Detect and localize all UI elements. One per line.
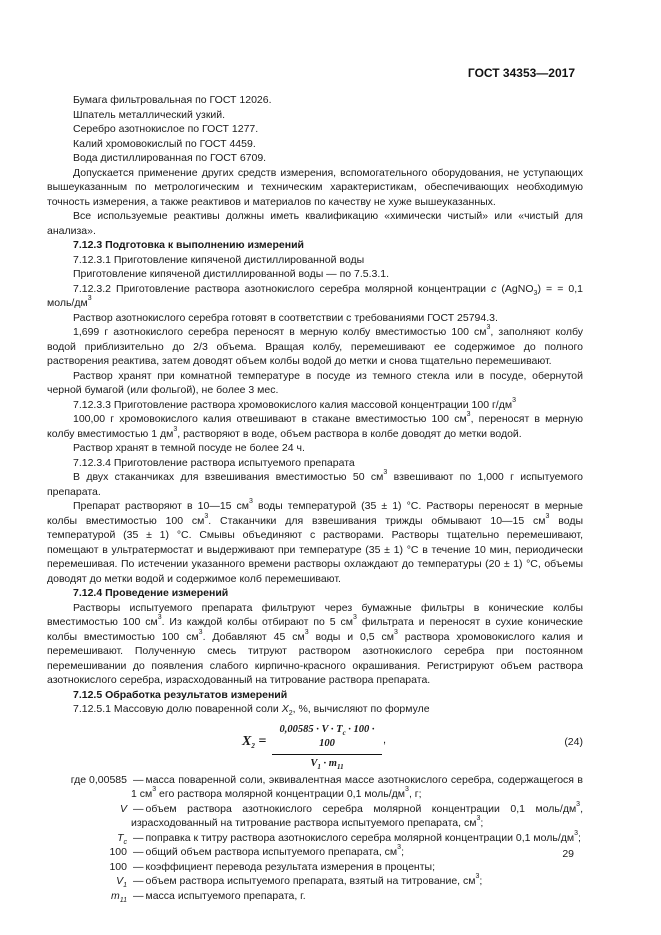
text: воды температурой (35 ± 1) °С. Смывы объединяют с растворами. Растворы тщательно перемешивают, помещают в ультратермостат и выдерживают при температуре (35 ± 1) °С в течение 10 мин, периодически перемешивая. По истечении указанного времени растворы охлаждают до температуры (20 ± 1) °С, объемы доводят до метки водой и содержимое колб перемешивают. — [47, 514, 583, 585]
superscript: 3 — [198, 628, 203, 636]
definition-text — [127, 845, 583, 860]
text: m — [110, 889, 120, 902]
definition-row — [47, 845, 583, 860]
definition-row — [47, 831, 583, 846]
paragraph: Раствор хранят при комнатной температуре в посуде из темного стекла или в посуде, обернутой черной бумагой (или фольгой), не более 3 мес. — [47, 369, 583, 396]
text: 7.12.3.2 Приготовление раствора азотнокислого серебра молярной концентрации — [73, 282, 492, 295]
text: ) = = 0,1 моль/дм — [47, 282, 584, 309]
formula-comma: , — [383, 733, 387, 746]
definition-text — [127, 831, 583, 846]
definition-term — [47, 831, 127, 846]
definition-text — [127, 773, 583, 802]
paragraph: Приготовление кипяченой дистиллированной воды — по 7.5.3.1. — [73, 268, 390, 280]
paragraph: Раствор азотнокислого серебра готовят в соответствии с требованиями ГОСТ 25794.3. — [73, 311, 498, 324]
definition-text — [127, 802, 583, 831]
definition-term: 100 — [109, 846, 127, 858]
definition-term — [18, 773, 127, 788]
subscript: 2 — [251, 742, 255, 751]
text: , г; — [408, 788, 422, 800]
superscript: 3 — [157, 614, 162, 622]
text: Препарат растворяют в 10—15 см — [73, 500, 250, 512]
superscript: 3 — [545, 512, 550, 520]
paragraph — [47, 499, 583, 586]
text: , %, вычисляют по формуле — [292, 703, 430, 715]
superscript: 3 — [383, 469, 388, 477]
dash: — — [133, 773, 144, 786]
equipment-item: Бумага фильтровальная по ГОСТ 12026. — [73, 94, 272, 106]
variable-definitions — [47, 773, 583, 904]
paragraph — [47, 702, 583, 717]
superscript: 3 — [152, 786, 157, 794]
definition-text — [127, 860, 583, 875]
superscript: 3 — [304, 628, 309, 636]
formula-numerator — [272, 723, 382, 755]
text: V — [116, 875, 124, 887]
document-body — [47, 93, 583, 903]
text: X — [242, 733, 252, 749]
definition-text — [127, 889, 583, 904]
text: воды температурой (35 ± 1) °С. Растворы переносят в мерные колбы вместимостью 100 см — [47, 500, 583, 527]
formula-fraction — [272, 723, 382, 772]
text: объем раствора испытуемого препарата, взятый на титрование, см — [145, 875, 476, 887]
text: ; — [578, 831, 581, 844]
paragraph — [47, 470, 583, 499]
text: общий объем раствора испытуемого препарата, см — [145, 846, 398, 858]
subsection-title — [47, 282, 583, 311]
text: Растворы испытуемого препарата фильтруют через бумажные фильтры в конические колбы вместимостью 100 см — [47, 601, 583, 628]
subscript: 2 — [288, 710, 293, 718]
text: . Добавляют 45 см — [202, 630, 305, 643]
formula-denominator — [272, 755, 382, 772]
text: взвешивают по 1,000 г испытуемого препарата. — [47, 471, 584, 498]
text: ; — [401, 846, 404, 858]
subscript: c — [342, 728, 346, 737]
dash: — — [133, 831, 144, 844]
definition-row — [47, 860, 583, 875]
text: масса испытуемого препарата, г. — [145, 889, 306, 902]
paragraph: Все используемые реактивы должны иметь квалификацию «химически чистый» или «чистый для анализа». — [47, 210, 583, 237]
text: объем раствора азотнокислого серебра молярной концентрации 0,1 моль/дм — [145, 802, 577, 815]
text: 7.12.3.3 Приготовление раствора хромовокислого калия массовой концентрации 100 г/дм — [73, 398, 513, 411]
text: X — [281, 703, 289, 715]
text: В двух стаканчиках для взвешивания вместимостью 50 см — [73, 471, 384, 483]
text: 7.12.5.1 Массовую долю поваренной соли — [73, 703, 282, 715]
dash: — — [133, 802, 144, 815]
paragraph — [47, 412, 583, 441]
equation-number: (24) — [564, 735, 583, 748]
text: T — [117, 831, 124, 844]
text: ; — [479, 875, 483, 887]
paragraph: Допускается применение других средств измерения, вспомогательного оборудования, не уступающих вышеуказанным по метрологическим и техническим характеристикам, обеспечивающих необходимую точность измерения, а также реактивов и материалов по качеству не хуже вышеуказанных. — [47, 166, 583, 208]
section-heading: 7.12.5 Обработка результатов измерений — [73, 688, 288, 701]
text: · m — [320, 757, 337, 769]
text: , заполняют колбу водой приблизительно до 2/3 объема. Вращая колбу, перемешивают ее содержимое до полного растворения реактива, затем доводят объем колбы водой до метки и снова тщательно перемешивают. — [47, 326, 583, 367]
superscript: 3 — [512, 396, 516, 404]
dash: — — [133, 860, 144, 873]
text: 0,00585 — [89, 773, 127, 786]
equipment-item: Серебро азотнокислое по ГОСТ 1277. — [73, 123, 259, 135]
text: раствора хромовокислого калия и перемешивают. Полученную смесь титруют раствором азотнокислого серебра при постоянном перемешивании до появления слабого кирпично-красного окрашивания. Регистрируют объем раствора азотнокислого серебра, израсходованный на титрование раствора препарата. — [47, 630, 584, 686]
subscript: 3 — [533, 289, 538, 297]
equipment-item: Вода дистиллированная по ГОСТ 6709. — [73, 152, 267, 164]
text: . Стаканчики для взвешивания трижды обмывают 10—15 см — [208, 514, 546, 527]
text: , переносят в мерную колбу вместимостью 1 дм — [47, 413, 583, 440]
text: масса поваренной соли, эквивалентная массе азотнокислого серебра, содержащегося в 1 см — [131, 773, 583, 800]
text: · 100 · 100 — [319, 723, 375, 749]
paragraph — [47, 601, 583, 688]
text: = — [254, 733, 267, 749]
paragraph: Раствор хранят в темной посуде не более 24 ч. — [73, 442, 305, 454]
section-heading: 7.12.3 Подготовка к выполнению измерений — [73, 239, 305, 251]
text: ; — [480, 817, 484, 829]
subscript: 11 — [119, 896, 127, 904]
text: (AgNO — [496, 282, 534, 295]
text: фильтрата и переносят в сухие конические колбы вместимостью 100 см — [47, 616, 583, 643]
page-header: ГОСТ 34353—2017 — [467, 66, 575, 80]
equipment-item: Калий хромовокислый по ГОСТ 4459. — [73, 137, 256, 150]
superscript: 3 — [249, 498, 253, 506]
formula-24 — [47, 723, 583, 769]
definition-row — [18, 773, 583, 802]
superscript: 3 — [574, 829, 578, 837]
superscript: 3 — [87, 295, 92, 303]
text: , израсходованный на титрование раствора испытуемого препарата, см — [131, 802, 583, 829]
text: коэффициент перевода результата измерения в проценты; — [145, 860, 435, 873]
text: 1,699 г азотнокислого серебра переносят в мерную колбу вместимостью 100 см — [73, 326, 487, 338]
section-heading: 7.12.4 Проведение измерений — [73, 587, 229, 599]
text: V — [310, 757, 318, 769]
text: поправка к титру раствора азотнокислого серебра молярной концентрации 0,1 моль/дм — [145, 831, 575, 844]
text: его раствора молярной концентрации 0,1 моль/дм — [156, 788, 406, 800]
subscript: 1 — [317, 762, 321, 771]
subsection-title: 7.12.3.1 Приготовление кипяченой дистиллированной воды — [73, 253, 365, 266]
text: 100,00 г хромовокислого калия отвешивают в стакане вместимостью 100 см — [73, 413, 467, 425]
definition-term: 100 — [109, 860, 127, 873]
subscript: 1 — [123, 882, 127, 890]
page-number: 29 — [562, 848, 574, 860]
superscript: 3 — [476, 815, 481, 823]
subscript: c — [123, 838, 127, 846]
superscript: 3 — [353, 614, 357, 622]
equipment-item: Шпатель металлический узкий. — [73, 108, 226, 121]
subsection-title: 7.12.3.4 Приготовление раствора испытуемого препарата — [73, 456, 355, 469]
definition-term — [47, 889, 127, 904]
superscript: 3 — [397, 844, 402, 852]
definition-term: V — [119, 802, 127, 815]
paragraph — [47, 325, 583, 369]
superscript: 3 — [173, 425, 178, 433]
superscript: 3 — [576, 800, 581, 808]
subsection-title — [47, 398, 583, 413]
dash: — — [133, 846, 144, 858]
dash: — — [133, 875, 144, 887]
definition-row — [47, 874, 583, 889]
superscript: 3 — [393, 628, 398, 636]
formula-lhs — [242, 735, 266, 750]
text: , растворяют в воде, объем раствора в колбе доводят до метки водой. — [177, 427, 522, 440]
text: 0,00585 · V · T — [279, 723, 343, 735]
superscript: 3 — [204, 512, 209, 520]
superscript: 3 — [475, 873, 480, 881]
definition-row — [47, 889, 583, 904]
subscript: 11 — [336, 762, 344, 771]
superscript: 3 — [466, 411, 471, 419]
definition-row — [47, 802, 583, 831]
superscript: 3 — [486, 324, 491, 332]
text: где — [70, 773, 87, 786]
definition-text — [127, 874, 583, 889]
text: c — [491, 282, 497, 295]
dash: — — [133, 889, 144, 902]
definition-term — [47, 874, 127, 889]
text: воды и 0,5 см — [308, 630, 394, 643]
superscript: 3 — [405, 786, 409, 794]
text: . Из каждой колбы отбирают по 5 см — [161, 616, 354, 628]
